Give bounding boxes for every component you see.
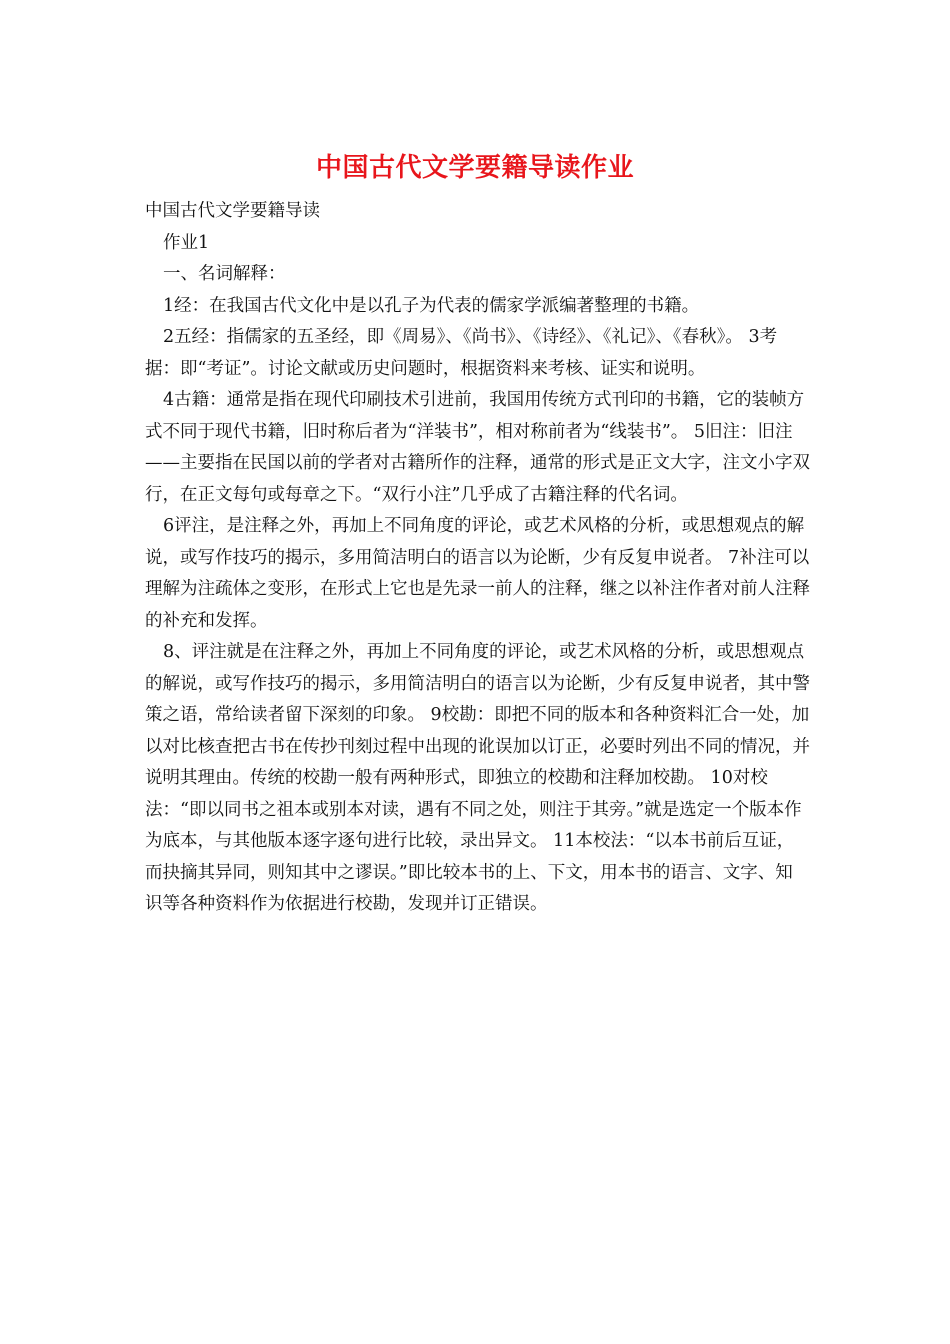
term-paragraph: 8、评注就是在注释之外，再加上不同角度的评论，或艺术风格的分析，或思想观点的解说，或写作技巧的揭示，多用简洁明白的语言以为论断，少有反复申说者，其中警策之语，常给读者留下深刻的印象。 9校勘：即把不同的版本和各种资料汇合一处，加以对比核查把古书在传抄刊刻过程中出现的讹误加以订正，必要时列出不同的情况，并说明其理由。传统的校勘一般有两种形式，即独立的校勘和注释加校勘。 10对校法：“即以同书之祖本或别本对读，遇有不同之处，则注于其旁。”就是选定一个版本作为底本，与其他版本逐字逐句进行比较，录出异文。 11本校法：“以本书前后互证，而抉摘其异同，则知其中之谬误。”即比较本书的上、下文，用本书的语言、文字、知识等各种资料作为依据进行校勘，发现并订正错误。 <box>145 642 810 914</box>
assignment-label: 作业1 <box>163 232 210 253</box>
term-paragraph: 1经：在我国古代文化中是以孔子为代表的儒家学派编著整理的书籍。 <box>163 295 700 316</box>
document-body <box>145 196 810 921</box>
document-title: 中国古代文学要籍导读作业 <box>315 153 634 183</box>
term-paragraph: 4古籍：通常是指在现代印刷技术引进前，我国用传统方式刊印的书籍，它的装帧方式不同于现代书籍，旧时称后者为“洋装书”，相对称前者为“线装书”。 5旧注：旧注——主要指在民国以前的学者对古籍所作的注释，通常的形式是正文大字，注文小字双行，在正文每句或每章之下。“双行小注”几乎成了古籍注释的代名词。 <box>145 390 810 505</box>
section-heading: 一、名词解释： <box>163 264 286 284</box>
term-paragraph: 6评注，是注释之外，再加上不同角度的评论，或艺术风格的分析，或思想观点的解说，或写作技巧的揭示，多用简洁明白的语言以为论断，少有反复申说者。 7补注可以理解为注疏体之变形，在形式上它也是先录一前人的注释，继之以补注作者对前人注释的补充和发挥。 <box>145 516 810 631</box>
subtitle-line: 中国古代文学要籍导读 <box>145 201 320 221</box>
term-paragraph: 2五经：指儒家的五圣经，即《周易》、《尚书》、《诗经》、《礼记》、《春秋》。 3考据：即“考证”。讨论文献或历史问题时，根据资料来考核、证实和说明。 <box>145 327 778 379</box>
